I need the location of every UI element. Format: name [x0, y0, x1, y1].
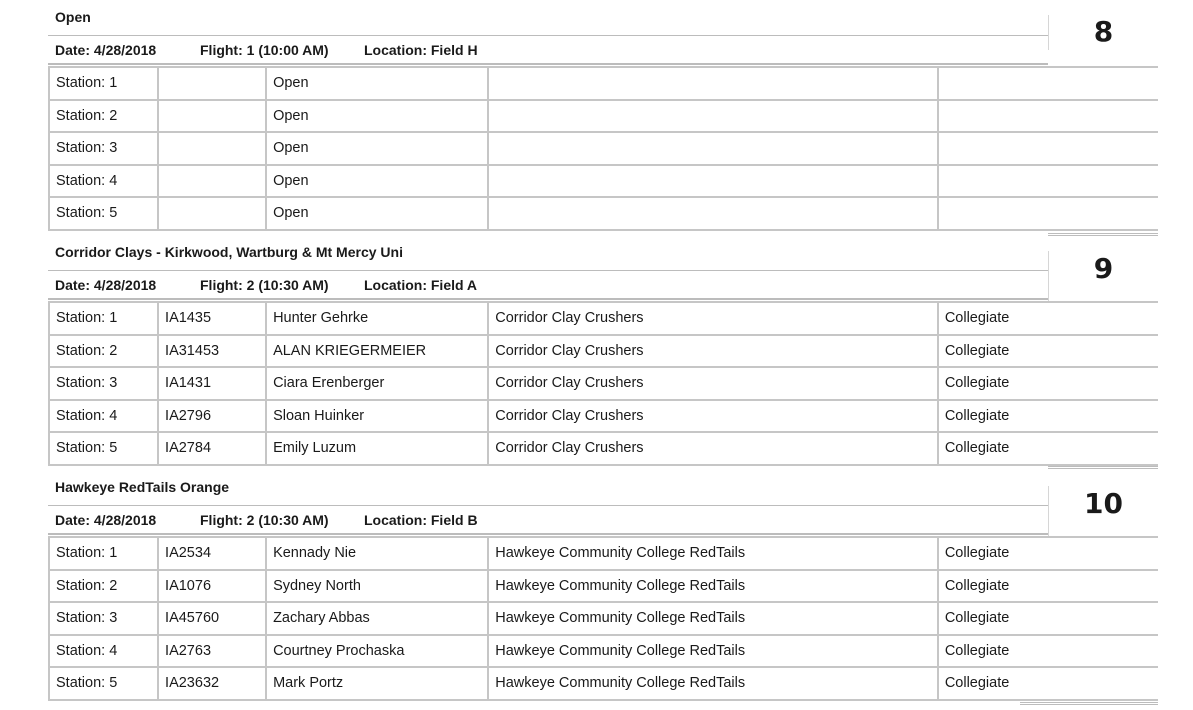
team-cell: Corridor Clay Crushers: [488, 302, 938, 335]
team-cell: Corridor Clay Crushers: [488, 367, 938, 400]
member-id-cell: [158, 67, 266, 100]
squad-date: Date: 4/28/2018: [55, 277, 157, 293]
squad-name: Corridor Clays - Kirkwood, Wartburg & Mt Mercy Uni: [55, 244, 403, 260]
station-cell: Station: 5: [49, 432, 158, 465]
squad-info-line: [48, 35, 1048, 65]
station-cell: Station: 3: [49, 367, 158, 400]
class-cell: [938, 67, 1158, 100]
station-cell: Station: 3: [49, 602, 158, 635]
squad-location: Location: Field A: [364, 277, 478, 293]
shooter-name-cell: Open: [266, 100, 488, 133]
table-row: [49, 67, 1158, 100]
team-cell: [488, 67, 938, 100]
member-id-cell: IA2534: [158, 537, 266, 570]
table-row: [49, 602, 1158, 635]
squad-info-line: [48, 505, 1048, 535]
member-id-cell: IA1435: [158, 302, 266, 335]
class-cell: Collegiate: [938, 302, 1158, 335]
member-id-cell: IA45760: [158, 602, 266, 635]
squad-table: [48, 536, 1158, 701]
class-cell: Collegiate: [938, 635, 1158, 668]
station-cell: Station: 5: [49, 667, 158, 700]
squad-location: Location: Field B: [364, 512, 478, 528]
shooter-name-cell: ALAN KRIEGERMEIER: [266, 335, 488, 368]
station-cell: Station: 4: [49, 165, 158, 198]
table-row: [49, 432, 1158, 465]
member-id-cell: [158, 165, 266, 198]
table-row: [49, 367, 1158, 400]
squad-number: 8: [1048, 15, 1158, 50]
squad-flight: Flight: 2 (10:30 AM): [200, 277, 329, 293]
station-cell: Station: 2: [49, 100, 158, 133]
squad-date: Date: 4/28/2018: [55, 512, 157, 528]
class-cell: Collegiate: [938, 335, 1158, 368]
class-cell: Collegiate: [938, 400, 1158, 433]
class-cell: [938, 132, 1158, 165]
class-cell: Collegiate: [938, 667, 1158, 700]
team-cell: Hawkeye Community College RedTails: [488, 667, 938, 700]
shooter-name-cell: Kennady Nie: [266, 537, 488, 570]
class-cell: [938, 165, 1158, 198]
station-cell: Station: 1: [49, 67, 158, 100]
squad-table: [48, 301, 1158, 466]
station-cell: Station: 2: [49, 335, 158, 368]
team-cell: Corridor Clay Crushers: [488, 432, 938, 465]
table-row: [49, 165, 1158, 198]
station-cell: Station: 1: [49, 302, 158, 335]
member-id-cell: [158, 100, 266, 133]
member-id-cell: IA23632: [158, 667, 266, 700]
class-cell: Collegiate: [938, 367, 1158, 400]
station-cell: Station: 2: [49, 570, 158, 603]
station-cell: Station: 1: [49, 537, 158, 570]
shooter-name-cell: Ciara Erenberger: [266, 367, 488, 400]
team-cell: Hawkeye Community College RedTails: [488, 537, 938, 570]
station-cell: Station: 3: [49, 132, 158, 165]
table-row: [49, 197, 1158, 230]
member-id-cell: [158, 197, 266, 230]
table-row: [49, 100, 1158, 133]
squad-name: Hawkeye RedTails Orange: [55, 479, 230, 495]
table-row: [49, 335, 1158, 368]
team-cell: Hawkeye Community College RedTails: [488, 635, 938, 668]
team-cell: [488, 100, 938, 133]
table-row: [49, 302, 1158, 335]
table-row: [49, 635, 1158, 668]
member-id-cell: IA2796: [158, 400, 266, 433]
class-cell: Collegiate: [938, 537, 1158, 570]
team-cell: [488, 165, 938, 198]
table-row: [49, 667, 1158, 700]
member-id-cell: [158, 132, 266, 165]
squad-name: Open: [55, 9, 91, 25]
squad-date: Date: 4/28/2018: [55, 42, 157, 58]
section-divider: [1048, 466, 1158, 469]
member-id-cell: IA31453: [158, 335, 266, 368]
member-id-cell: IA2763: [158, 635, 266, 668]
shooter-name-cell: Mark Portz: [266, 667, 488, 700]
shooter-name-cell: Sydney North: [266, 570, 488, 603]
station-cell: Station: 4: [49, 400, 158, 433]
team-cell: Hawkeye Community College RedTails: [488, 602, 938, 635]
team-cell: Corridor Clay Crushers: [488, 400, 938, 433]
table-row: [49, 537, 1158, 570]
section-divider: [1048, 233, 1158, 236]
shooter-name-cell: Open: [266, 132, 488, 165]
member-id-cell: IA1076: [158, 570, 266, 603]
table-row: [49, 132, 1158, 165]
team-cell: [488, 197, 938, 230]
station-cell: Station: 5: [49, 197, 158, 230]
table-row: [49, 570, 1158, 603]
shooter-name-cell: Courtney Prochaska: [266, 635, 488, 668]
table-row: [49, 400, 1158, 433]
member-id-cell: IA1431: [158, 367, 266, 400]
team-cell: [488, 132, 938, 165]
squad-info-line: [48, 270, 1048, 300]
shooter-name-cell: Hunter Gehrke: [266, 302, 488, 335]
squad-number: 10: [1048, 486, 1158, 536]
squad-location: Location: Field H: [364, 42, 478, 58]
shooter-name-cell: Open: [266, 67, 488, 100]
member-id-cell: IA2784: [158, 432, 266, 465]
class-cell: Collegiate: [938, 432, 1158, 465]
class-cell: [938, 197, 1158, 230]
section-divider: [1020, 702, 1158, 705]
shooter-name-cell: Zachary Abbas: [266, 602, 488, 635]
squad-table: [48, 66, 1158, 231]
class-cell: Collegiate: [938, 602, 1158, 635]
squad-flight: Flight: 2 (10:30 AM): [200, 512, 329, 528]
class-cell: [938, 100, 1158, 133]
station-cell: Station: 4: [49, 635, 158, 668]
class-cell: Collegiate: [938, 570, 1158, 603]
team-cell: Hawkeye Community College RedTails: [488, 570, 938, 603]
shooter-name-cell: Sloan Huinker: [266, 400, 488, 433]
shooter-name-cell: Open: [266, 197, 488, 230]
shooter-name-cell: Emily Luzum: [266, 432, 488, 465]
shooter-name-cell: Open: [266, 165, 488, 198]
team-cell: Corridor Clay Crushers: [488, 335, 938, 368]
squad-number: 9: [1048, 251, 1158, 301]
squad-flight: Flight: 1 (10:00 AM): [200, 42, 329, 58]
